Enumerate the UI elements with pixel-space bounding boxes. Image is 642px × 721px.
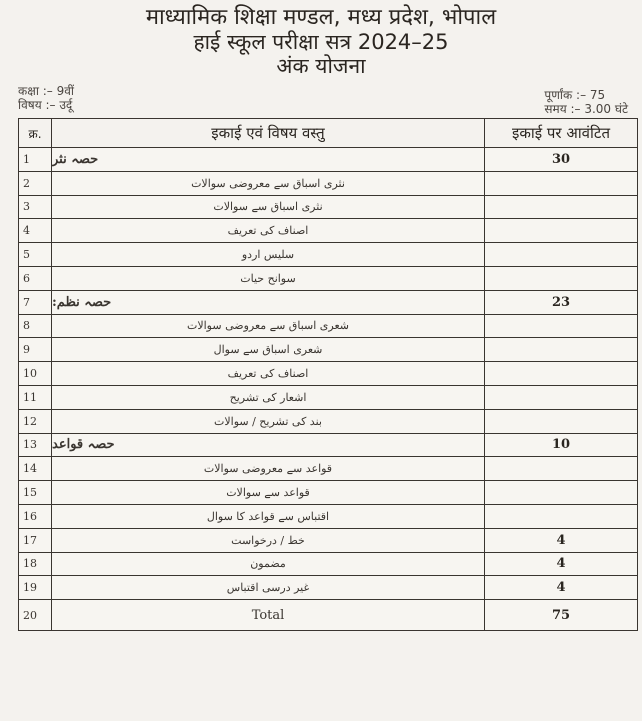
table-row — [19, 528, 638, 552]
row-serial: 7 — [19, 290, 52, 314]
table-row — [19, 314, 638, 338]
table-row — [19, 504, 638, 528]
row-serial: 15 — [19, 481, 52, 505]
row-serial: 18 — [19, 552, 52, 576]
row-allocation — [485, 314, 638, 338]
row-content: شعری اسباق سے معروضی سوالات — [52, 314, 485, 338]
row-content: شعری اسباق سے سوال — [52, 338, 485, 362]
row-allocation — [485, 385, 638, 409]
row-serial: 17 — [19, 528, 52, 552]
row-serial: 9 — [19, 338, 52, 362]
row-content: قواعد سے معروضی سوالات — [52, 457, 485, 481]
row-allocation — [485, 409, 638, 433]
row-content: Total — [52, 600, 485, 631]
row-allocation: 75 — [485, 600, 638, 631]
row-allocation: 10 — [485, 433, 638, 457]
row-allocation — [485, 243, 638, 267]
row-content: اشعار کی تشریح — [52, 385, 485, 409]
full-marks-label: पूर्णांक :– 75 — [544, 88, 606, 102]
section-heading-text: حصہ قواعد — [52, 437, 115, 453]
subject-label: विषय :– उर्दू — [18, 98, 73, 112]
header-serial: क्र. — [19, 119, 52, 148]
table-row — [19, 481, 638, 505]
row-allocation: 4 — [485, 552, 638, 576]
document-header — [0, 0, 642, 78]
table-row — [19, 409, 638, 433]
row-content: اقتباس سے قواعد کا سوال — [52, 504, 485, 528]
row-allocation — [485, 195, 638, 219]
section-heading — [52, 290, 485, 314]
row-content: خط / درخواست — [52, 528, 485, 552]
row-allocation: 23 — [485, 290, 638, 314]
table-row — [19, 385, 638, 409]
class-label: कक्षा :– 9वीं — [18, 84, 75, 98]
row-allocation — [485, 362, 638, 386]
table-row — [19, 552, 638, 576]
table-row — [19, 338, 638, 362]
row-allocation: 4 — [485, 576, 638, 600]
row-serial: 4 — [19, 219, 52, 243]
row-content: غیر درسی اقتباس — [52, 576, 485, 600]
row-content: نثری اسباق سے سوالات — [52, 195, 485, 219]
table-row — [19, 243, 638, 267]
section-heading-text: حصہ نثر — [52, 151, 99, 167]
board-name: माध्यामिक शिक्षा मण्डल, मध्य प्रदेश, भोपाल — [145, 5, 497, 30]
row-serial: 5 — [19, 243, 52, 267]
row-serial: 20 — [19, 600, 52, 631]
table-row — [19, 195, 638, 219]
table-row — [19, 600, 638, 631]
row-content: نثری اسباق سے معروضی سوالات — [52, 171, 485, 195]
row-allocation — [485, 481, 638, 505]
row-content: سلیس اردو — [52, 243, 485, 267]
row-serial: 12 — [19, 409, 52, 433]
row-content: مضمون — [52, 552, 485, 576]
row-allocation — [485, 504, 638, 528]
table-row — [19, 457, 638, 481]
row-serial: 10 — [19, 362, 52, 386]
table-row — [19, 148, 638, 172]
row-content: اصناف کی تعریف — [52, 219, 485, 243]
header-allocation: इकाई पर आवंटित — [485, 119, 638, 148]
table-row — [19, 171, 638, 195]
section-heading-text: حصہ نظم: — [52, 294, 112, 310]
row-content: بند کی تشریح / سوالات — [52, 409, 485, 433]
row-serial: 6 — [19, 266, 52, 290]
row-allocation: 4 — [485, 528, 638, 552]
row-allocation — [485, 171, 638, 195]
exam-session: हाई स्कूल परीक्षा सत्र 2024–25 — [193, 30, 449, 54]
row-content: سوانح حیات — [52, 266, 485, 290]
row-serial: 3 — [19, 195, 52, 219]
row-serial: 11 — [19, 385, 52, 409]
time-label: समय :– 3.00 घंटे — [544, 102, 628, 116]
meta-left — [18, 84, 74, 112]
table-row — [19, 290, 638, 314]
row-allocation: 30 — [485, 148, 638, 172]
row-allocation — [485, 457, 638, 481]
table-row — [19, 362, 638, 386]
row-serial: 2 — [19, 171, 52, 195]
row-serial: 8 — [19, 314, 52, 338]
row-serial: 1 — [19, 148, 52, 172]
row-serial: 13 — [19, 433, 52, 457]
document-title: अंक योजना — [276, 54, 366, 78]
row-allocation — [485, 219, 638, 243]
section-heading — [52, 433, 485, 457]
table-row — [19, 266, 638, 290]
row-serial: 16 — [19, 504, 52, 528]
table-row — [19, 576, 638, 600]
row-content: قواعد سے سوالات — [52, 481, 485, 505]
row-content: اصناف کی تعریف — [52, 362, 485, 386]
header-content: इकाई एवं विषय वस्तु — [52, 119, 485, 148]
meta-right — [544, 88, 628, 116]
row-allocation — [485, 338, 638, 362]
table-row — [19, 433, 638, 457]
table-header-row — [19, 119, 638, 148]
row-serial: 14 — [19, 457, 52, 481]
table-row — [19, 219, 638, 243]
section-heading — [52, 148, 485, 172]
row-serial: 19 — [19, 576, 52, 600]
table-body — [19, 148, 638, 631]
marks-scheme-table — [18, 118, 638, 631]
row-allocation — [485, 266, 638, 290]
